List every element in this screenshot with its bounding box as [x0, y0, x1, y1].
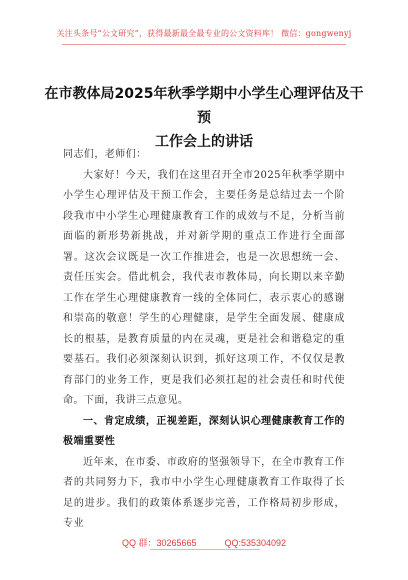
title-line-1: 在市教体局2025年秋季学期中小学生心理评估及干预	[44, 86, 364, 126]
paragraph-section-1: 近年来，在市委、市政府的坚强领导下，在全市教育工作者的共同努力下，我市中小学生心理健康教育工作取得了长足的进步。我们的政策体系逐步完善，工作格局初步形成，专业	[63, 456, 345, 529]
footer-qq: QQ:535304092	[224, 538, 287, 548]
paragraph-intro: 大家好！今天，我们在这里召开全市2025年秋季学期中小学生心理评估及干预工作会，主要任务是总结过去一个阶段我市中小学生心理健康教育工作的成效与不足，分析当前面临的新形势新挑战，并对新学期的重点工作进行全面部署。这次会议既是一次工作推进会，也是一次思想统一会、责任压实会。借此机会，我代表市教体局，向长期以来辛勤工作在学生心理健康教育一线的全体同仁，表示衷心的感谢和崇高的敬意！学生的心理健康，是学生全面发展、健康成长的根基，是教育质量的内在灵魂，更是社会和谐稳定的重要基石。我们必须深刻认识到，抓好这项工作，不仅仅是教育部门的业务工作，更是我们必须扛起的社会责任和时代使命。下面，我讲三点意见。	[63, 169, 345, 406]
salutation: 同志们，老师们：	[63, 149, 147, 160]
footer-qq-group: QQ 群：30265665	[121, 538, 197, 548]
title-line-2: 工作会上的讲话	[155, 134, 253, 150]
document-title	[40, 82, 368, 154]
header-banner: 关注头条号“公文研究”，获得最新最全最专业的公文资料库！ 微信：gongwenyj	[56, 29, 352, 38]
footer-divider	[150, 549, 260, 550]
header-divider	[62, 44, 346, 45]
footer-contact	[0, 536, 408, 549]
section-heading-1: 一、肯定成绩，正视差距，深刻认识心理健康教育工作的极端重要性	[63, 415, 345, 447]
document-body	[63, 145, 345, 535]
